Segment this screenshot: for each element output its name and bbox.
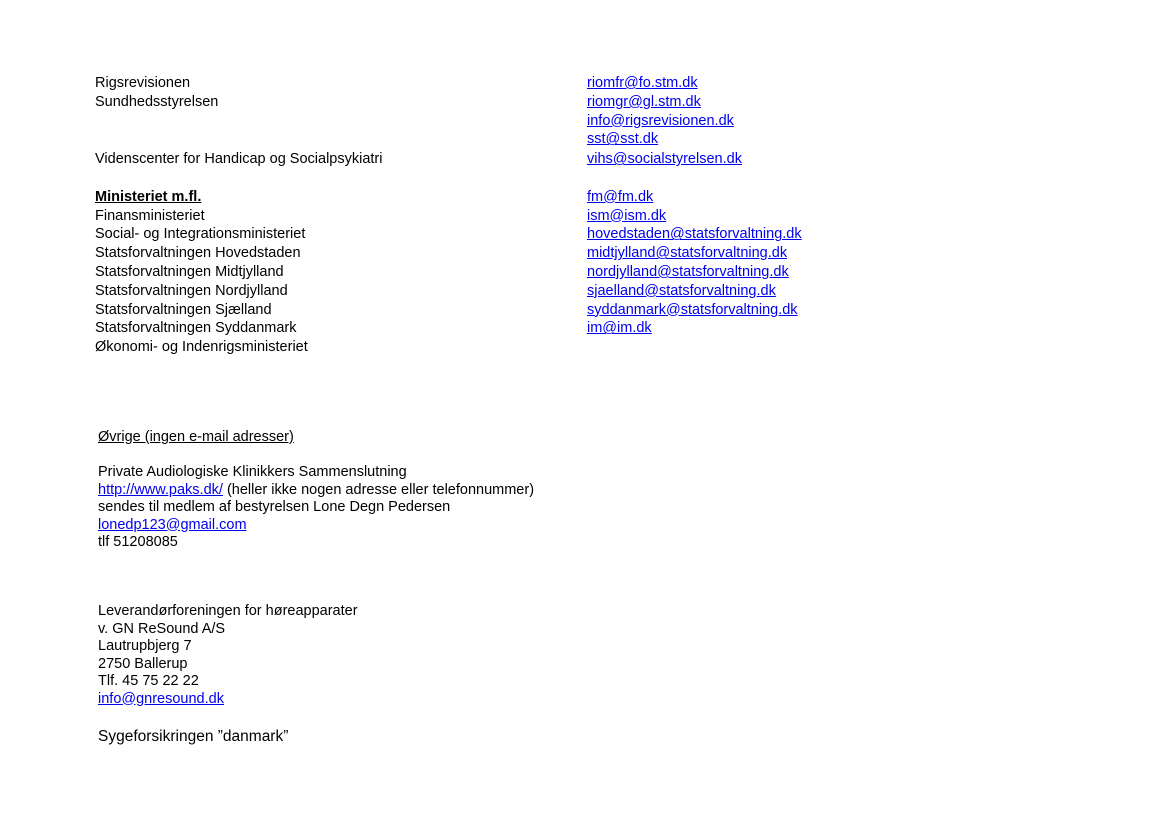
org-oekonomi-indenrigs: Økonomi- og Indenrigsministeriet: [95, 339, 308, 356]
email-link-riomfr[interactable]: riomfr@fo.stm.dk: [587, 75, 698, 91]
leverandor-section: [98, 603, 658, 708]
org-sf-hovedstaden: Statsforvaltningen Hovedstaden: [95, 245, 301, 262]
email-link-sst[interactable]: sst@sst.dk: [587, 131, 659, 148]
leverandor-street: Lautrupbjerg 7: [98, 638, 192, 654]
email-link-hovedstaden[interactable]: hovedstaden@statsforvaltning.dk: [587, 226, 802, 243]
ovrige-heading: Øvrige (ingen e-mail adresser): [98, 429, 294, 445]
spacer: [98, 447, 658, 465]
email-link-ism[interactable]: ism@ism.dk: [587, 207, 667, 224]
email-link-nordjylland[interactable]: nordjylland@statsforvaltning.dk: [587, 263, 789, 280]
paks-org-name: Private Audiologiske Klinikkers Sammenslutning: [98, 464, 407, 480]
org-sf-syddanmark: Statsforvaltningen Syddanmark: [95, 320, 297, 337]
spacer: [95, 130, 565, 149]
spacer: [95, 112, 565, 131]
paks-email-link[interactable]: lonedp123@gmail.com: [98, 516, 247, 533]
email-link-midtjylland[interactable]: midtjylland@statsforvaltning.dk: [587, 245, 788, 262]
email-link-vihs[interactable]: vihs@socialstyrelsen.dk: [587, 151, 742, 168]
leverandor-phone: Tlf. 45 75 22 22: [98, 673, 199, 689]
leverandor-company: v. GN ReSound A/S: [98, 620, 226, 637]
ovrige-section: [98, 429, 658, 552]
leverandor-email-link[interactable]: info@gnresound.dk: [98, 690, 224, 707]
org-rigsrevisionen: Rigsrevisionen: [95, 75, 191, 91]
org-social-integration: Social- og Integrationsministeriet: [95, 226, 306, 243]
paks-url-link[interactable]: http://www.paks.dk/: [98, 481, 223, 498]
email-link-riomgr[interactable]: riomgr@gl.stm.dk: [587, 93, 701, 110]
org-sf-nordjylland: Statsforvaltningen Nordjylland: [95, 282, 288, 299]
paks-url-note: (heller ikke nogen adresse eller telefonnummer): [222, 481, 535, 498]
org-finansministeriet: Finansministeriet: [95, 207, 205, 224]
org-sf-sjaelland: Statsforvaltningen Sjælland: [95, 301, 272, 318]
spacer: [587, 169, 1007, 188]
email-link-syddanmark[interactable]: syddanmark@statsforvaltning.dk: [587, 301, 798, 318]
email-list: [587, 74, 1007, 338]
email-link-info-rigsrevisionen[interactable]: info@rigsrevisionen.dk: [587, 112, 734, 129]
org-sf-midtjylland: Statsforvaltningen Midtjylland: [95, 263, 284, 280]
leverandor-name: Leverandørforeningen for høreapparater: [98, 603, 358, 619]
spacer: [95, 169, 565, 188]
paks-phone: tlf 51208085: [98, 534, 178, 550]
email-link-fm[interactable]: fm@fm.dk: [587, 188, 654, 205]
sygeforsikring-entry: Sygeforsikringen ”danmark”: [98, 728, 289, 745]
email-link-im[interactable]: im@im.dk: [587, 320, 652, 337]
ministeriet-heading: Ministeriet m.fl.: [95, 188, 202, 205]
org-sundhedsstyrelsen: Sundhedsstyrelsen: [95, 93, 219, 110]
leverandor-city: 2750 Ballerup: [98, 655, 188, 672]
organization-list: [95, 74, 565, 357]
email-link-sjaelland[interactable]: sjaelland@statsforvaltning.dk: [587, 282, 776, 299]
paks-url-line: [98, 482, 658, 500]
paks-send-note: sendes til medlem af bestyrelsen Lone Degn Pedersen: [98, 499, 451, 515]
org-videnscenter: Videnscenter for Handicap og Socialpsykiatri: [95, 151, 383, 168]
